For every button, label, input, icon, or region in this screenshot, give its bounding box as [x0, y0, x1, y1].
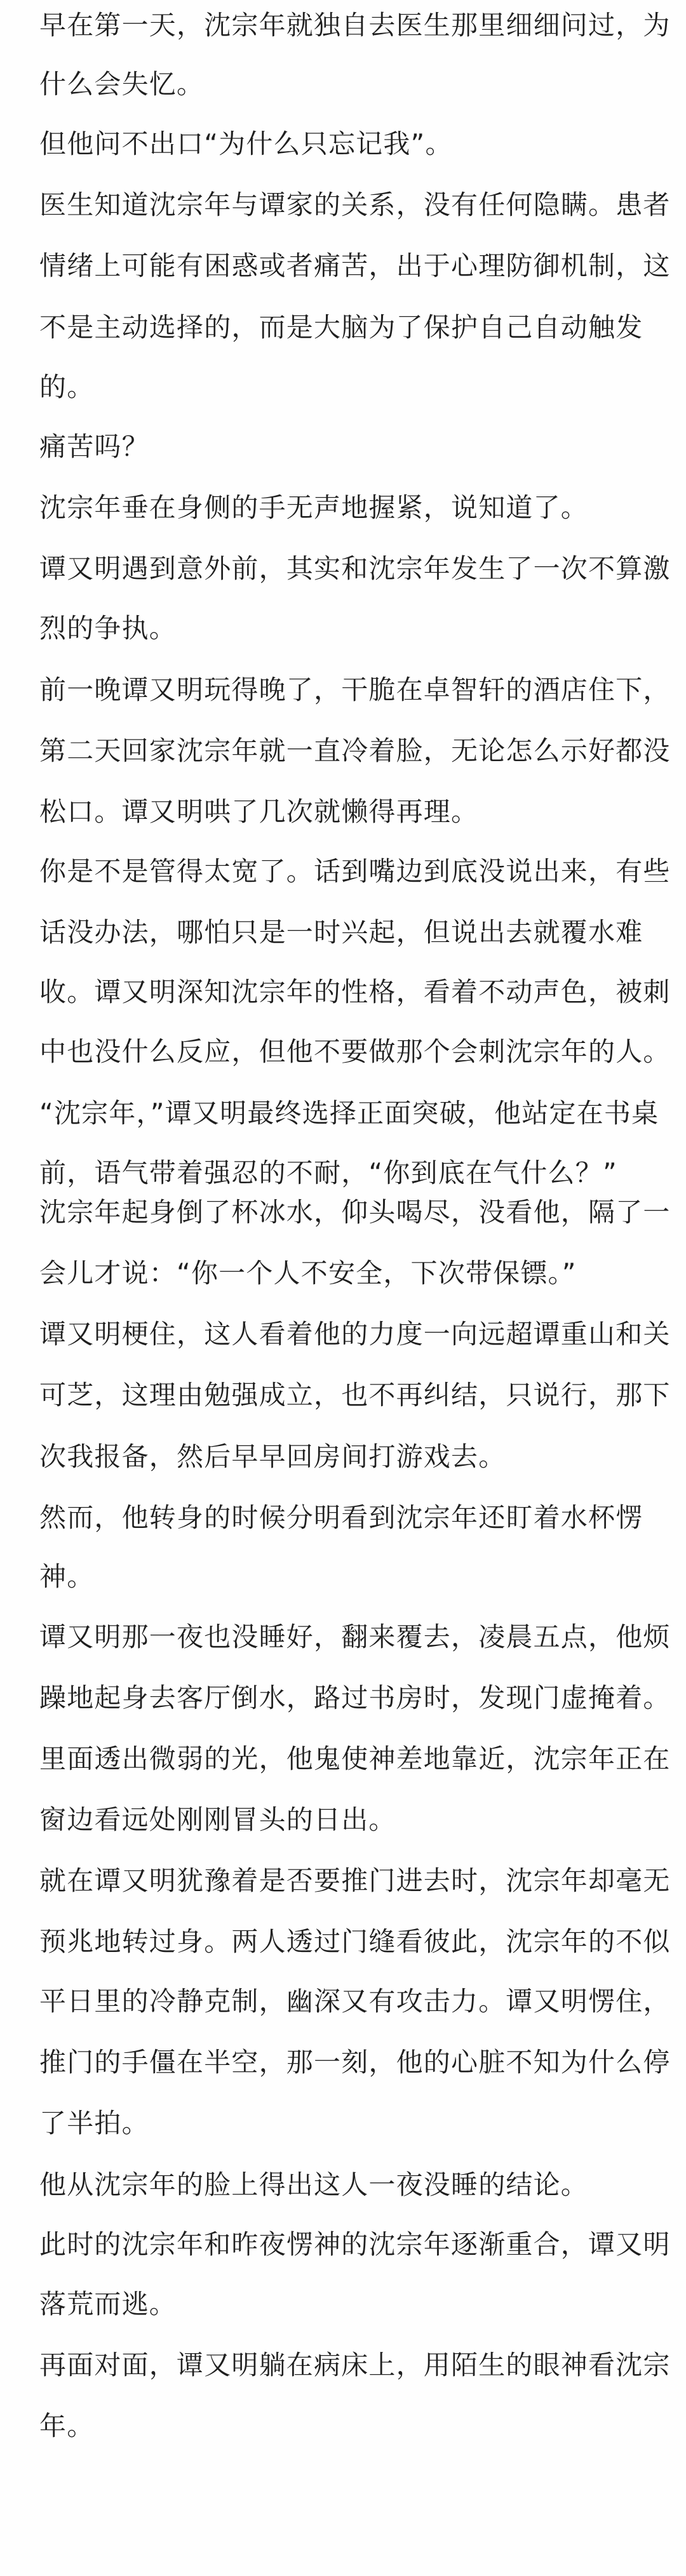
text-line: 平日里的冷静克制，幽深又有攻击力。谭又明愣住，	[39, 1986, 671, 2017]
text-line: 话没办法，哪怕只是一时兴起，但说出去就覆水难	[39, 917, 643, 948]
text-line: 前一晚谭又明玩得晚了，干脆在卓智轩的酒店住下，	[39, 674, 671, 705]
text-line: 神。	[39, 1561, 95, 1592]
text-line: 会儿才说：“你一个人不安全，下次带保镖。”	[39, 1258, 577, 1289]
text-line: 的。	[39, 371, 95, 402]
text-line: 医生知道沈宗年与谭家的关系，没有任何隐瞒。患者	[39, 189, 671, 220]
text-line: 里面透出微弱的光，他鬼使神差地靠近，沈宗年正在	[39, 1743, 671, 1774]
text-line: 情绪上可能有困惑或者痛苦，出于心理防御机制，这	[39, 250, 671, 281]
text-line: 此时的沈宗年和昨夜愣神的沈宗年逐渐重合，谭又明	[39, 2229, 671, 2260]
text-line: 次我报备，然后早早回房间打游戏去。	[39, 1441, 506, 1472]
text-line: 早在第一天，沈宗年就独自去医生那里细细问过，为	[39, 10, 671, 41]
text-line: 你是不是管得太宽了。话到嘴边到底没说出来，有些	[39, 856, 671, 887]
text-line: 就在谭又明犹豫着是否要推门进去时，沈宗年却毫无	[39, 1865, 671, 1896]
text-line: 什么会失忆。	[39, 69, 205, 100]
text-line: 躁地起身去客厅倒水，路过书房时，发现门虚掩着。	[39, 1682, 671, 1713]
text-line: 中也没什么反应，但他不要做那个会刺沈宗年的人。	[39, 1036, 671, 1067]
text-line: 松口。谭又明哄了几次就懒得再理。	[39, 796, 479, 827]
text-line: 不是主动选择的，而是大脑为了保护自己自动触发	[39, 312, 643, 343]
text-line: 了半拍。	[39, 2108, 149, 2139]
text-line: 前，语气带着强忍的不耐，“你到底在气什么？”	[39, 1157, 617, 1188]
text-line: 落荒而逃。	[39, 2288, 177, 2320]
text-line: 年。	[39, 2410, 95, 2441]
text-line: 沈宗年垂在身侧的手无声地握紧，说知道了。	[39, 492, 589, 523]
text-line: 第二天回家沈宗年就一直冷着脸，无论怎么示好都没	[39, 735, 671, 766]
text-line: 可芝，这理由勉强成立，也不再纠结，只说行，那下	[39, 1379, 671, 1411]
text-line: “沈宗年，”谭又明最终选择正面突破，他站定在书桌	[39, 1098, 659, 1129]
text-line: 收。谭又明深知沈宗年的性格，看着不动声色，被刺	[39, 976, 671, 1007]
text-line: 谭又明梗住，这人看着他的力度一向远超谭重山和关	[39, 1318, 671, 1350]
text-line: 谭又明遇到意外前，其实和沈宗年发生了一次不算激	[39, 553, 671, 584]
text-line: 再面对面，谭又明躺在病床上，用陌生的眼神看沈宗	[39, 2349, 671, 2380]
text-line: 痛苦吗？	[39, 431, 149, 462]
text-line: 但他问不出口“为什么只忘记我”。	[39, 128, 453, 159]
text-line: 推门的手僵在半空，那一刻，他的心脏不知为什么停	[39, 2047, 671, 2078]
text-line: 谭又明那一夜也没睡好，翻来覆去，凌晨五点，他烦	[39, 1621, 671, 1652]
text-line: 他从沈宗年的脸上得出这人一夜没睡的结论。	[39, 2169, 589, 2200]
text-line: 沈宗年起身倒了杯冰水，仰头喝尽，没看他，隔了一	[39, 1197, 671, 1228]
text-line: 烈的争执。	[39, 613, 177, 644]
text-line: 预兆地转过身。两人透过门缝看彼此，沈宗年的不似	[39, 1926, 671, 1957]
text-line: 窗边看远处刚刚冒头的日出。	[39, 1804, 396, 1835]
text-line: 然而，他转身的时候分明看到沈宗年还盯着水杯愣	[39, 1502, 643, 1533]
